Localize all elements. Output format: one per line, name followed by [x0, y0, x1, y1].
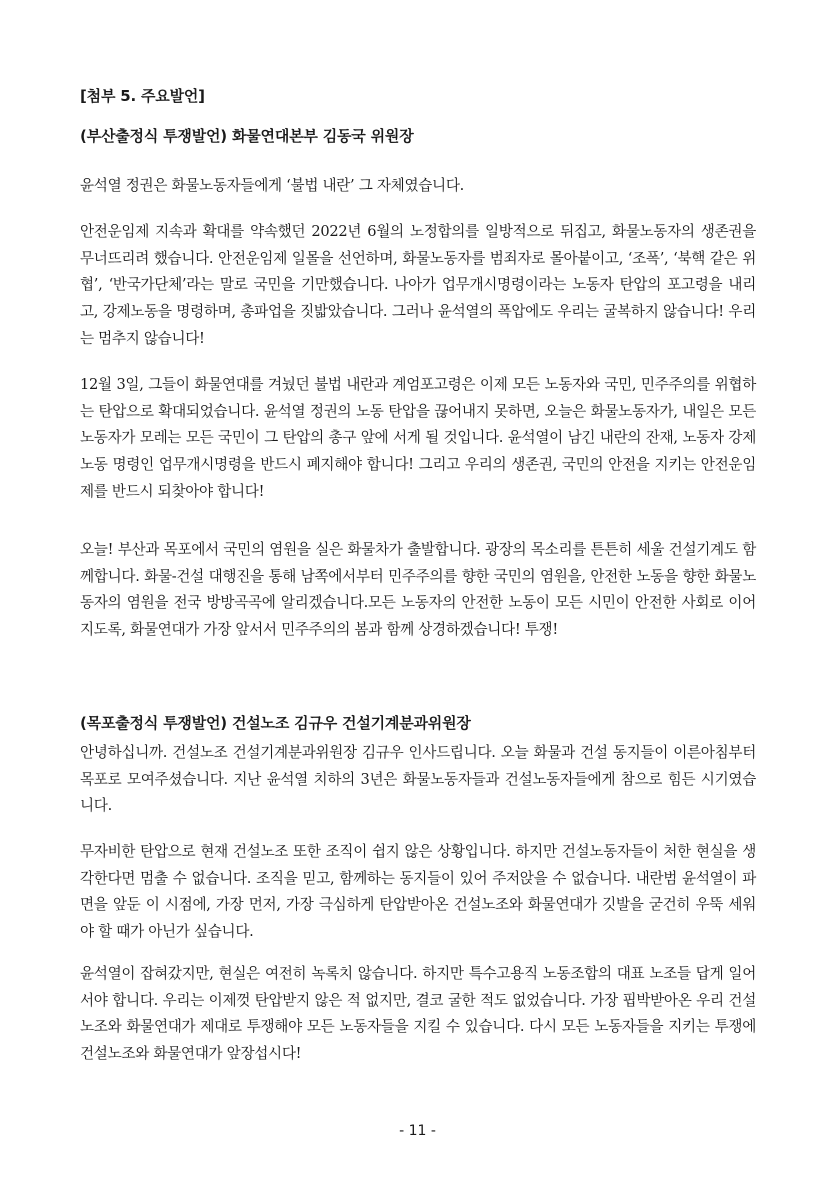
page-number: - 11 - [399, 1123, 436, 1139]
paragraph: 무자비한 탄압으로 현재 건설노조 또한 조직이 쉽지 않은 상황입니다. 하지만 건설노동자들이 처한 현실을 생각한다면 멈출 수 없습니다. 조직을 믿고, 함께하는 동지들이 있어 주저앉을 수 없습니다. 내란범 윤석열이 파면을 앞둔 이 시점에, 가장 먼저, 가장 극심하게 탄압받아온 건설노조와 화물연대가 깃발을 굳건히 우뚝 세워야 할 때가 아닌가 싶습니다. [80, 843, 756, 941]
paragraph: 안녕하십니까. 건설노조 건설기계분과위원장 김규우 인사드립니다. 오늘 화물과 건설 동지들이 이른아침부터 목포로 모여주셨습니다. 지난 윤석열 치하의 3년은 화물노동자들과 건설노동자들에게 참으로 힘든 시기였습니다. [80, 744, 756, 815]
section-heading-busan: (부산출정식 투쟁발언) 화물연대본부 김동국 위원장 [80, 127, 414, 145]
attachment-title: [첨부 5. 주요발언] [80, 87, 205, 105]
section-heading-mokpo: (목포출정식 투쟁발언) 건설노조 김규우 건설기계분과위원장 [80, 714, 471, 732]
paragraph: 윤석열 정권은 화물노동자들에게 ‘불법 내란’ 그 자체였습니다. [80, 177, 464, 194]
paragraph: 윤석열이 잡혀갔지만, 현실은 여전히 녹록치 않습니다. 하지만 특수고용직 노동조합의 대표 노조들 답게 일어서야 합니다. 우리는 이제껏 탄압받지 않은 적 없지만, 결코 굴한 적도 없었습니다. 가장 핍박받아온 우리 건설노조와 화물연대가 제대로 투쟁해야 모든 노동자들을 지킬 수 있습니다. 다시 모든 노동자들을 지키는 투쟁에 건설노조와 화물연대가 앞장섭시다! [80, 965, 756, 1063]
paragraph: 12월 3일, 그들이 화물연대를 겨눴던 불법 내란과 계엄포고령은 이제 모든 노동자와 국민, 민주주의를 위협하는 탄압으로 확대되었습니다. 윤석열 정권의 노동 탄압을 끊어내지 못하면, 오늘은 화물노동자가, 내일은 모든 노동자가 모레는 모든 국민이 그 탄압의 총구 앞에 서게 될 것입니다. 윤석열이 남긴 내란의 잔재, 노동자 강제노동 명령인 업무개시명령을 반드시 폐지해야 합니다! 그리고 우리의 생존권, 국민의 안전을 지키는 안전운임제를 반드시 되찾아야 합니다! [80, 376, 756, 500]
paragraph: 오늘! 부산과 목포에서 국민의 염원을 실은 화물차가 출발합니다. 광장의 목소리를 튼튼히 세울 건설기계도 함께합니다. 화물-건설 대행진을 통해 남쪽에서부터 민주주의를 향한 국민의 염원을, 안전한 노동을 향한 화물노동자의 염원을 전국 방방곡곡에 알리겠습니다.모든 노동자의 안전한 노동이 모든 시민이 안전한 사회로 이어지도록, 화물연대가 가장 앞서서 민주주의의 봄과 함께 상경하겠습니다! 투쟁! [80, 541, 756, 639]
paragraph: 안전운임제 지속과 확대를 약속했던 2022년 6월의 노정합의를 일방적으로 뒤집고, 화물노동자의 생존권을 무너뜨리려 했습니다. 안전운임제 일몰을 선언하며, 화물노동자를 범죄자로 몰아붙이고, ‘조폭’, ‘북핵 같은 위협’, ‘반국가단체’라는 말로 국민을 기만했습니다. 나아가 업무개시명령이라는 노동자 탄압의 포고령을 내리고, 강제노동을 명령하며, 총파업을 짓밟았습니다. 그러나 윤석열의 폭압에도 우리는 굴복하지 않습니다! 우리는 멈추지 않습니다! [80, 223, 756, 347]
